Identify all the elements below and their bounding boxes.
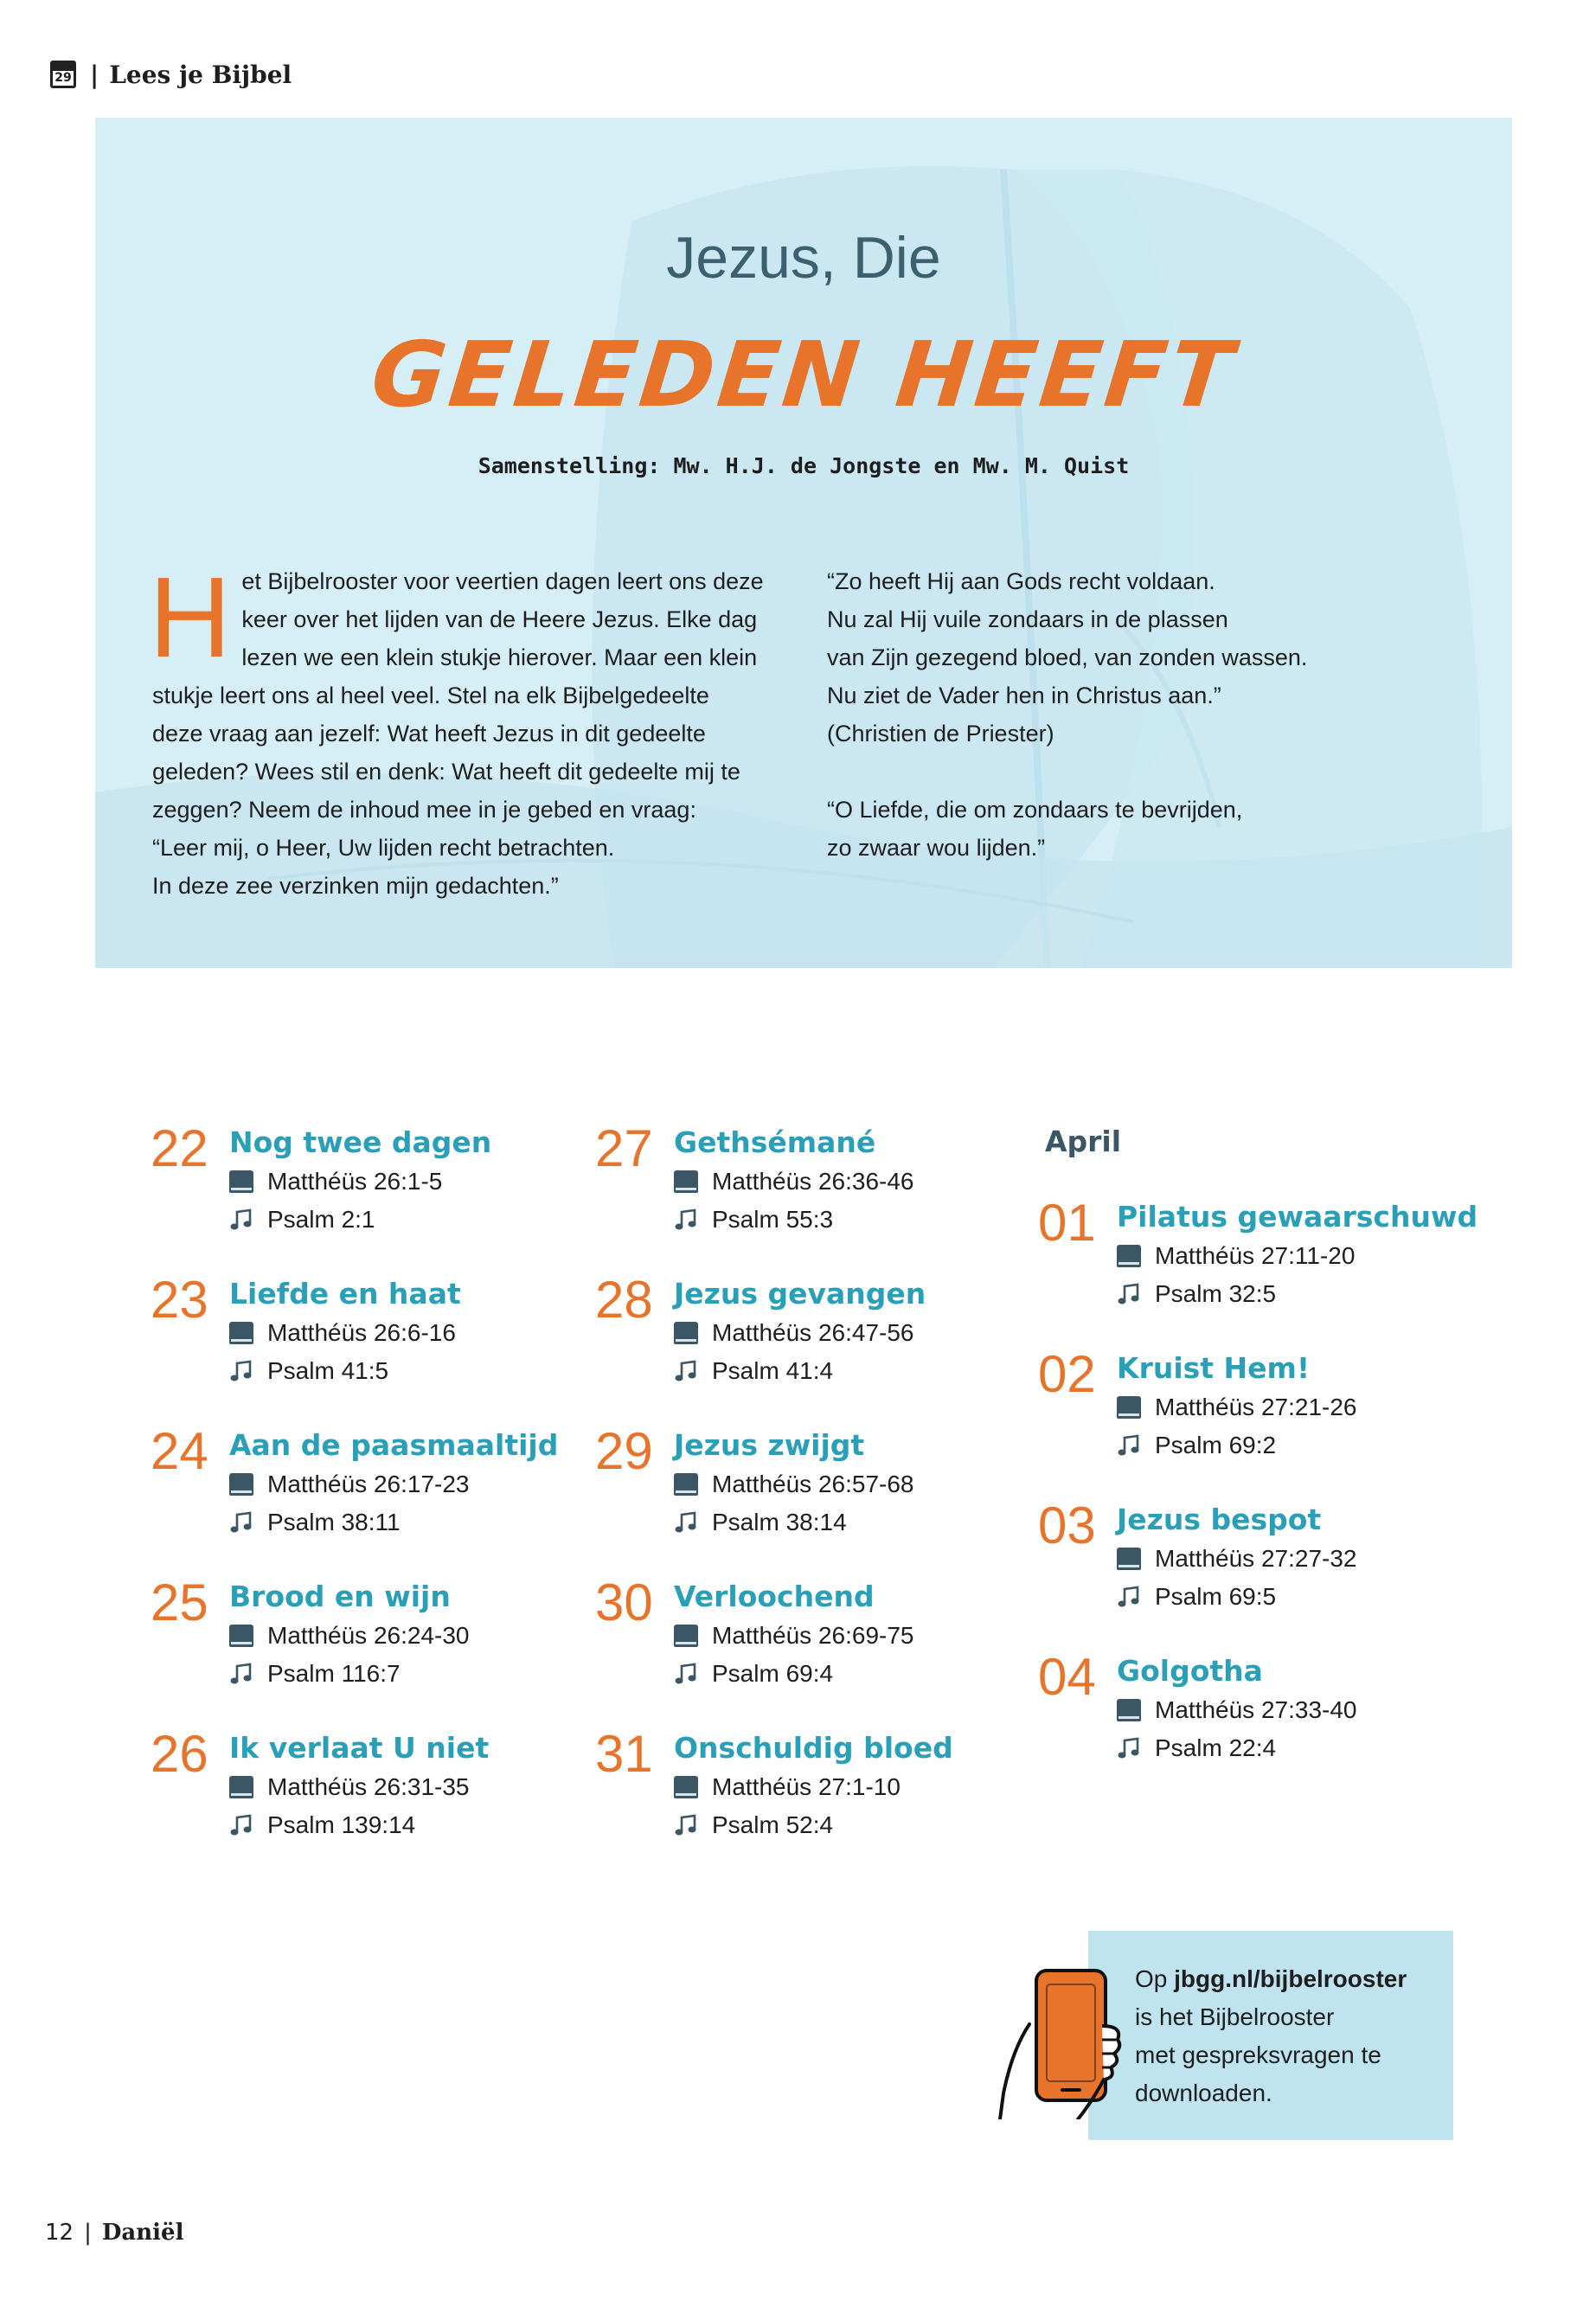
entry-title: Jezus zwijgt bbox=[674, 1428, 865, 1462]
entry-title: Aan de paasmaaltijd bbox=[229, 1428, 559, 1462]
bible-reading bbox=[229, 1469, 470, 1500]
music-note-icon bbox=[1117, 1282, 1141, 1306]
psalm-reference-text: Psalm 41:5 bbox=[267, 1357, 389, 1384]
quote-line: Nu ziet de Vader hen in Christus aan.” bbox=[827, 683, 1221, 708]
schedule-entry bbox=[1038, 1194, 1478, 1350]
psalm-reference-text: Psalm 38:11 bbox=[267, 1509, 401, 1535]
book-icon bbox=[1117, 1396, 1141, 1419]
quote-column bbox=[827, 562, 1467, 867]
entry-title: Onschuldig bloed bbox=[674, 1731, 953, 1765]
intro-line: In deze zee verzinken mijn gedachten.” bbox=[152, 873, 559, 899]
hero-author: Samenstelling: Mw. H.J. de Jongste en Mw. M. Quist bbox=[478, 453, 1130, 478]
music-note-icon bbox=[674, 1662, 698, 1686]
psalm-reference-text: Psalm 22:4 bbox=[1155, 1734, 1277, 1761]
intro-line: et Bijbelrooster voor veertien dagen leert ons deze bbox=[241, 568, 764, 594]
book-icon bbox=[674, 1625, 698, 1647]
psalm-reference bbox=[229, 1507, 401, 1538]
day-number: 28 bbox=[595, 1271, 653, 1329]
bible-reading-text: Matthéüs 26:1-5 bbox=[267, 1168, 443, 1195]
bible-reading bbox=[229, 1166, 442, 1197]
quote-line: Nu zal Hij vuile zondaars in de plassen bbox=[827, 606, 1228, 632]
music-note-icon bbox=[229, 1813, 253, 1837]
music-note-icon bbox=[674, 1813, 698, 1837]
entry-title: Kruist Hem! bbox=[1117, 1351, 1310, 1385]
day-number: 04 bbox=[1038, 1648, 1096, 1706]
music-note-icon bbox=[1117, 1433, 1141, 1458]
info-line: downloaden. bbox=[1135, 2080, 1272, 2106]
intro-line: geleden? Wees stil en denk: Wat heeft dit gedeelte mij te bbox=[152, 759, 740, 785]
bible-reading bbox=[674, 1620, 914, 1651]
psalm-reference-text: Psalm 41:4 bbox=[712, 1357, 834, 1384]
phone-in-hand-icon bbox=[995, 1964, 1125, 2119]
psalm-reference bbox=[674, 1204, 833, 1235]
bible-reading bbox=[229, 1317, 456, 1349]
psalm-reference bbox=[229, 1810, 415, 1841]
download-info-text bbox=[1135, 1960, 1407, 2112]
book-icon bbox=[1117, 1245, 1141, 1267]
music-note-icon bbox=[1117, 1736, 1141, 1760]
bible-reading-text: Matthéüs 26:24-30 bbox=[267, 1622, 470, 1649]
month-label bbox=[1038, 1125, 1128, 1199]
day-number: 01 bbox=[1038, 1194, 1096, 1252]
book-icon bbox=[229, 1322, 253, 1344]
entry-title: Ik verlaat U niet bbox=[229, 1731, 490, 1765]
intro-line: lezen we een klein stukje hierover. Maar een klein bbox=[241, 644, 758, 670]
intro-column bbox=[149, 554, 792, 905]
book-icon bbox=[229, 1776, 253, 1798]
bible-reading bbox=[674, 1166, 914, 1197]
day-number: 03 bbox=[1038, 1497, 1096, 1554]
schedule-entry bbox=[1038, 1345, 1357, 1502]
quote-line: “Zo heeft Hij aan Gods recht voldaan. bbox=[827, 568, 1215, 594]
psalm-reference bbox=[1117, 1581, 1276, 1612]
psalm-reference-text: Psalm 2:1 bbox=[267, 1206, 375, 1233]
psalm-reference bbox=[674, 1810, 833, 1841]
bible-reading bbox=[674, 1469, 914, 1500]
intro-line: “Leer mij, o Heer, Uw lijden recht betrachten. bbox=[152, 835, 615, 861]
info-prefix: Op bbox=[1135, 1965, 1168, 1992]
hero-panel bbox=[95, 118, 1512, 968]
page-number: 12 bbox=[45, 2220, 74, 2246]
day-number: 02 bbox=[1038, 1345, 1096, 1403]
book-icon bbox=[1117, 1548, 1141, 1570]
psalm-reference bbox=[1117, 1279, 1276, 1310]
book-icon bbox=[229, 1625, 253, 1647]
download-info-box bbox=[1088, 1931, 1453, 2140]
page-footer bbox=[45, 2220, 183, 2246]
book-icon bbox=[674, 1322, 698, 1344]
bible-reading-text: Matthéüs 26:57-68 bbox=[712, 1471, 914, 1497]
hero-title-line2: GELEDEN HEEFT bbox=[366, 322, 1241, 427]
bible-reading bbox=[674, 1317, 914, 1349]
psalm-reference bbox=[674, 1507, 847, 1538]
bible-reading bbox=[674, 1772, 901, 1803]
bible-reading-text: Matthéüs 26:31-35 bbox=[267, 1773, 470, 1800]
day-number: 24 bbox=[151, 1422, 208, 1480]
bible-reading-text: Matthéüs 26:36-46 bbox=[712, 1168, 914, 1195]
bible-reading bbox=[229, 1620, 470, 1651]
quote-line: van Zijn gezegend bloed, van zonden wassen. bbox=[827, 644, 1308, 670]
entry-title: Pilatus gewaarschuwd bbox=[1117, 1200, 1478, 1234]
music-note-icon bbox=[674, 1359, 698, 1383]
hero-title-line1: Jezus, Die bbox=[666, 225, 941, 291]
book-icon bbox=[674, 1776, 698, 1798]
day-number: 27 bbox=[595, 1119, 653, 1177]
psalm-reference bbox=[674, 1658, 833, 1689]
psalm-reference-text: Psalm 69:4 bbox=[712, 1660, 834, 1687]
psalm-reference-text: Psalm 52:4 bbox=[712, 1811, 834, 1838]
psalm-reference bbox=[229, 1204, 375, 1235]
music-note-icon bbox=[229, 1662, 253, 1686]
schedule-entry bbox=[1038, 1648, 1357, 1804]
entry-title: Jezus bespot bbox=[1117, 1503, 1322, 1536]
bible-reading bbox=[1117, 1240, 1355, 1272]
entry-title: Nog twee dagen bbox=[229, 1125, 492, 1159]
month-label-text: April bbox=[1038, 1125, 1128, 1158]
day-number: 26 bbox=[151, 1725, 208, 1783]
psalm-reference-text: Psalm 69:2 bbox=[1155, 1432, 1277, 1458]
entry-title: Liefde en haat bbox=[229, 1277, 461, 1311]
bible-reading-text: Matthéüs 27:21-26 bbox=[1155, 1394, 1357, 1420]
entry-title: Golgotha bbox=[1117, 1654, 1263, 1688]
intro-line: deze vraag aan jezelf: Wat heeft Jezus in dit gedeelte bbox=[152, 721, 706, 747]
magazine-name: Daniël bbox=[101, 2220, 184, 2246]
entry-title: Gethsémané bbox=[674, 1125, 876, 1159]
day-number: 30 bbox=[595, 1574, 653, 1631]
schedule-entry bbox=[1038, 1497, 1357, 1653]
psalm-reference bbox=[674, 1356, 833, 1387]
calendar-icon bbox=[50, 61, 76, 88]
quote-attribution: (Christien de Priester) bbox=[827, 721, 1054, 747]
bible-reading-text: Matthéüs 27:1-10 bbox=[712, 1773, 901, 1800]
page-header bbox=[50, 57, 292, 92]
psalm-reference bbox=[229, 1658, 401, 1689]
book-icon bbox=[1117, 1699, 1141, 1721]
psalm-reference bbox=[1117, 1430, 1276, 1461]
psalm-reference-text: Psalm 139:14 bbox=[267, 1811, 416, 1838]
bible-reading bbox=[1117, 1543, 1357, 1574]
quote-line: zo zwaar wou lijden.” bbox=[827, 835, 1046, 861]
bible-reading-text: Matthéüs 26:17-23 bbox=[267, 1471, 470, 1497]
bible-reading bbox=[1117, 1695, 1357, 1726]
day-number: 31 bbox=[595, 1725, 653, 1783]
footer-separator: | bbox=[84, 2220, 92, 2246]
info-link[interactable]: jbgg.nl/bijbelrooster bbox=[1174, 1965, 1407, 1992]
day-number: 22 bbox=[151, 1119, 208, 1177]
bible-reading-text: Matthéüs 27:27-32 bbox=[1155, 1545, 1357, 1572]
bible-reading-text: Matthéüs 26:69-75 bbox=[712, 1622, 914, 1649]
music-note-icon bbox=[229, 1359, 253, 1383]
header-separator: | bbox=[90, 60, 99, 89]
music-note-icon bbox=[1117, 1585, 1141, 1609]
psalm-reference bbox=[229, 1356, 388, 1387]
psalm-reference bbox=[1117, 1733, 1276, 1764]
book-icon bbox=[674, 1473, 698, 1496]
book-icon bbox=[229, 1473, 253, 1496]
intro-line: keer over het lijden van de Heere Jezus. Elke dag bbox=[241, 606, 758, 632]
entry-title: Brood en wijn bbox=[229, 1580, 451, 1613]
bible-reading-text: Matthéüs 27:11-20 bbox=[1155, 1242, 1356, 1269]
calendar-day: 29 bbox=[54, 71, 72, 85]
section-title: Lees je Bijbel bbox=[109, 60, 292, 89]
music-note-icon bbox=[229, 1510, 253, 1535]
info-line: met gespreksvragen te bbox=[1135, 2041, 1381, 2068]
book-icon bbox=[674, 1170, 698, 1193]
day-number: 23 bbox=[151, 1271, 208, 1329]
psalm-reference-text: Psalm 116:7 bbox=[267, 1660, 401, 1687]
entry-title: Verloochend bbox=[674, 1580, 875, 1613]
music-note-icon bbox=[229, 1208, 253, 1232]
day-number: 25 bbox=[151, 1574, 208, 1631]
intro-dropcap: H bbox=[149, 554, 232, 681]
psalm-reference-text: Psalm 69:5 bbox=[1155, 1583, 1277, 1610]
intro-line: zeggen? Neem de inhoud mee in je gebed en vraag: bbox=[152, 797, 696, 823]
bible-reading bbox=[229, 1772, 470, 1803]
info-line: is het Bijbelrooster bbox=[1135, 2003, 1335, 2030]
entry-title: Jezus gevangen bbox=[674, 1277, 926, 1311]
book-icon bbox=[229, 1170, 253, 1193]
schedule-column-april bbox=[1038, 1125, 1478, 1804]
bible-reading-text: Matthéüs 26:6-16 bbox=[267, 1319, 456, 1346]
intro-line: stukje leert ons al heel veel. Stel na elk Bijbelgedeelte bbox=[152, 683, 709, 708]
bible-reading-text: Matthéüs 26:47-56 bbox=[712, 1319, 914, 1346]
bible-reading-text: Matthéüs 27:33-40 bbox=[1155, 1696, 1357, 1723]
bible-reading bbox=[1117, 1392, 1357, 1423]
music-note-icon bbox=[674, 1208, 698, 1232]
day-number: 29 bbox=[595, 1422, 653, 1480]
psalm-reference-text: Psalm 55:3 bbox=[712, 1206, 834, 1233]
quote-line: “O Liefde, die om zondaars te bevrijden, bbox=[827, 797, 1243, 823]
music-note-icon bbox=[674, 1510, 698, 1535]
psalm-reference-text: Psalm 38:14 bbox=[712, 1509, 847, 1535]
psalm-reference-text: Psalm 32:5 bbox=[1155, 1280, 1277, 1307]
